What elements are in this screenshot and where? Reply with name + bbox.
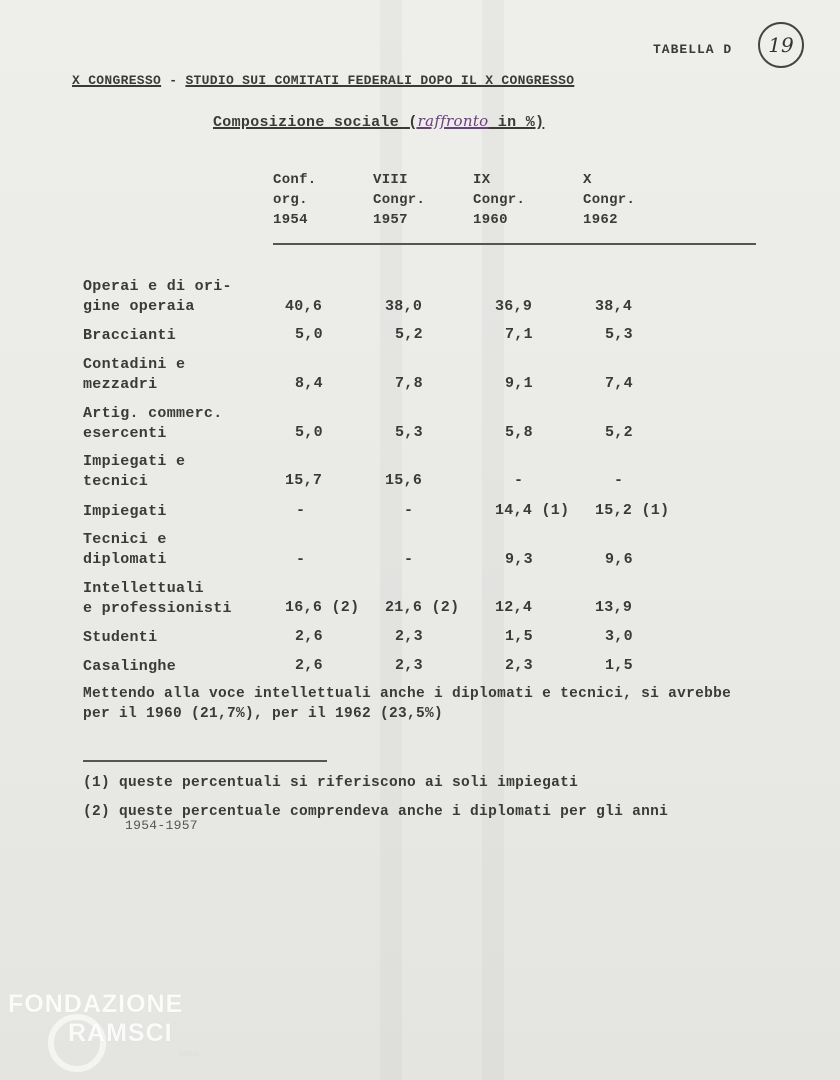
table-cell: 1,5	[505, 628, 533, 645]
column-header-line: Conf.	[273, 172, 317, 188]
table-cell: 2,6	[295, 628, 323, 645]
note-line: Mettendo alla voce intellettuali anche i diplomati e tecnici, si avrebbe	[83, 686, 732, 702]
row-label-line: Tecnici e	[83, 531, 167, 548]
fondazione-gramsci-logo	[8, 990, 218, 1058]
table-cell: -	[404, 551, 414, 568]
table-cell: 7,4	[605, 375, 633, 392]
document-title	[72, 73, 574, 88]
title-dash: -	[169, 73, 178, 88]
column-header-line: Congr.	[373, 192, 426, 208]
table-id: TABELLA D	[653, 42, 733, 57]
row-label	[83, 277, 232, 317]
row-label-line: Impiegati	[83, 503, 167, 520]
row-label-line: esercenti	[83, 425, 167, 442]
column-header	[373, 170, 425, 230]
table-cell: 9,6	[605, 551, 633, 568]
table-cell: 15,7	[285, 472, 323, 489]
table-cell: -	[614, 472, 624, 489]
table-cell: 2,3	[395, 628, 423, 645]
footnote-2-years: 1954-1957	[125, 818, 198, 833]
table-subtitle	[213, 112, 544, 131]
table-cell: 5,8	[505, 424, 533, 441]
logo-line-1: FONDAZIONE	[8, 990, 184, 1018]
table-cell: 21,6 (2)	[385, 599, 460, 616]
column-header-line: org.	[273, 192, 308, 208]
table-cell: -	[296, 551, 306, 568]
column-header-line: Congr.	[473, 192, 526, 208]
logo-suffix: onlus	[178, 1048, 200, 1058]
subtitle-end: in %)	[488, 114, 545, 131]
table-cell: 14,4 (1)	[495, 502, 570, 519]
table-cell: 16,6 (2)	[285, 599, 360, 616]
table-cell: 5,2	[605, 424, 633, 441]
row-label-line: gine operaia	[83, 298, 195, 315]
row-label	[83, 355, 185, 395]
table-cell: 9,1	[505, 375, 533, 392]
table-cell: 5,0	[295, 424, 323, 441]
row-label	[83, 452, 185, 492]
table-cell: -	[404, 502, 414, 519]
row-label	[83, 404, 223, 444]
table-cell: -	[296, 502, 306, 519]
column-header-year: 1962	[583, 212, 618, 228]
row-label	[83, 657, 176, 677]
table-cell: 8,4	[295, 375, 323, 392]
row-label-line: tecnici	[83, 473, 149, 490]
row-label-line: Impiegati e	[83, 453, 186, 470]
table-cell: 9,3	[505, 551, 533, 568]
row-label-line: Casalinghe	[83, 658, 177, 675]
row-label-line: Studenti	[83, 629, 158, 646]
column-header	[583, 170, 635, 230]
footnote-divider	[83, 760, 327, 762]
note-line: per il 1960 (21,7%), per il 1962 (23,5%)	[83, 706, 444, 722]
table-cell: -	[514, 472, 524, 489]
table-cell: 5,2	[395, 326, 423, 343]
table-cell: 15,6	[385, 472, 423, 489]
row-label-line: mezzadri	[83, 376, 158, 393]
row-label-line: Artig. commerc.	[83, 405, 223, 422]
row-label-line: e professionisti	[83, 600, 232, 617]
row-label	[83, 579, 232, 619]
row-label	[83, 502, 167, 522]
column-header-line: IX	[473, 172, 491, 188]
subtitle-start: Composizione sociale (	[213, 114, 418, 131]
table-cell: 3,0	[605, 628, 633, 645]
table-cell: 7,1	[505, 326, 533, 343]
header-divider	[273, 243, 756, 245]
table-cell: 1,5	[605, 657, 633, 674]
table-cell: 40,6	[285, 298, 323, 315]
table-cell: 2,6	[295, 657, 323, 674]
row-label-line: Braccianti	[83, 327, 177, 344]
table-cell: 7,8	[395, 375, 423, 392]
row-label-line: Intellettuali	[83, 580, 204, 597]
column-header-year: 1960	[473, 212, 508, 228]
logo-line-2: RAMSCI	[68, 1019, 173, 1047]
ghost-watermark	[380, 0, 504, 1080]
row-label-line: Operai e di ori-	[83, 278, 232, 295]
footnote-2: (2) queste percentuale comprendeva anche i diplomati per gli anni	[83, 804, 669, 820]
title-prefix: X CONGRESSO	[72, 73, 162, 88]
row-label	[83, 530, 167, 570]
row-label-line: Contadini e	[83, 356, 186, 373]
table-cell: 5,0	[295, 326, 323, 343]
table-cell: 12,4	[495, 599, 533, 616]
table-cell: 38,4	[595, 298, 633, 315]
table-cell: 2,3	[395, 657, 423, 674]
row-label-line: diplomati	[83, 551, 167, 568]
table-cell: 5,3	[395, 424, 423, 441]
column-header-year: 1954	[273, 212, 308, 228]
table-cell: 36,9	[495, 298, 533, 315]
title-main: STUDIO SUI COMITATI FEDERALI DOPO IL X CONGRESSO	[185, 73, 575, 88]
table-cell: 2,3	[505, 657, 533, 674]
column-header-line: Congr.	[583, 192, 636, 208]
subtitle-handwritten: raffronto	[417, 112, 489, 130]
table-cell: 38,0	[385, 298, 423, 315]
column-header-line: X	[583, 172, 592, 188]
column-header-line: VIII	[373, 172, 408, 188]
column-header	[473, 170, 525, 230]
table-cell: 13,9	[595, 599, 633, 616]
table-cell: 15,2 (1)	[595, 502, 670, 519]
page-number: 19	[758, 22, 804, 68]
table-cell: 5,3	[605, 326, 633, 343]
footnote-1: (1) queste percentuali si riferiscono ai soli impiegati	[83, 775, 579, 791]
column-header-year: 1957	[373, 212, 408, 228]
row-label	[83, 326, 176, 346]
column-header	[273, 170, 317, 230]
row-label	[83, 628, 157, 648]
explanatory-note	[83, 684, 731, 724]
